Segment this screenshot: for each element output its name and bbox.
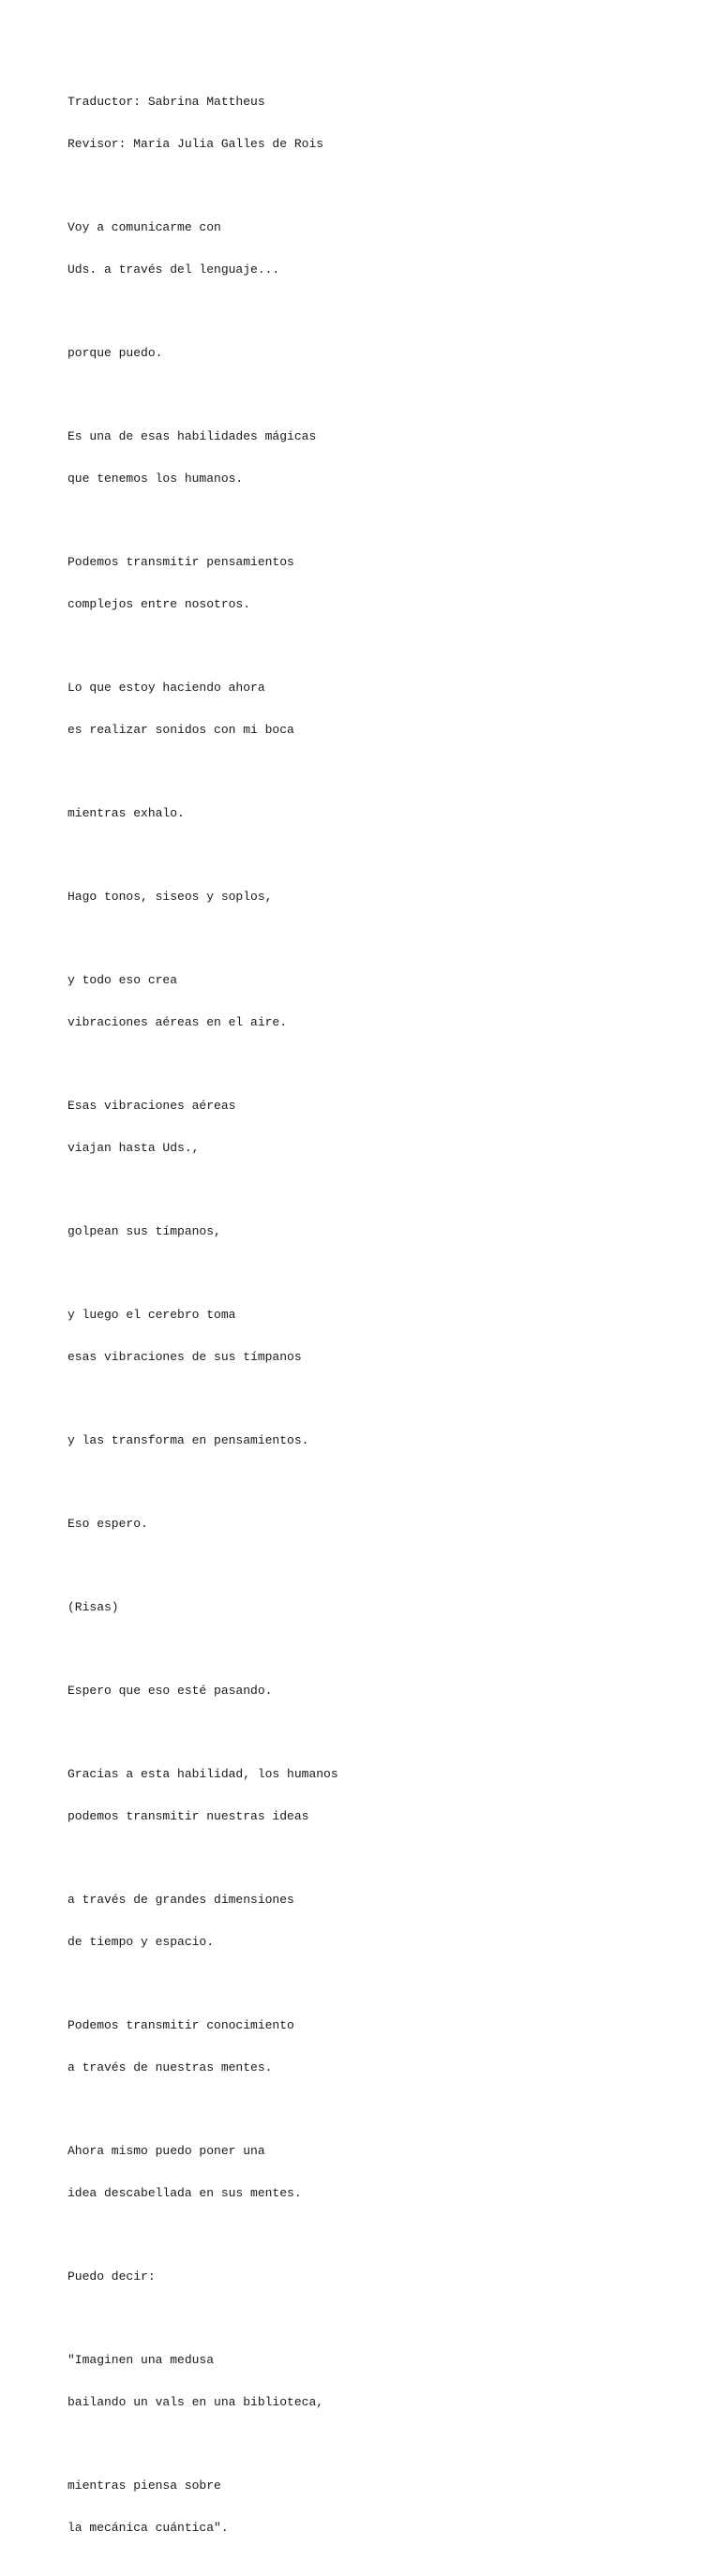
transcript-line: y las transforma en pensamientos. [68, 1433, 309, 1447]
transcript-line: vibraciones aéreas en el aire. [68, 1015, 288, 1029]
transcript-paragraph [68, 1572, 668, 1642]
transcript-line: Esas vibraciones aéreas [68, 1099, 236, 1113]
transcript-line: a través de nuestras mentes. [68, 2060, 273, 2074]
transcript-line: la mecánica cuántica". [68, 2521, 229, 2535]
transcript-paragraph [68, 1739, 668, 1851]
transcript-line: Uds. a través del lenguaje... [68, 262, 280, 277]
transcript-line: podemos transmitir nuestras ideas [68, 1809, 309, 1823]
transcript-line: esas vibraciones de sus tímpanos [68, 1350, 302, 1364]
transcript-paragraph [68, 945, 668, 1057]
transcript-line: "Imaginen una medusa [68, 2353, 215, 2367]
transcript-paragraph [68, 192, 668, 305]
transcript-line: mientras exhalo. [68, 806, 185, 820]
credits-paragraph [68, 67, 668, 179]
transcript-line: Ahora mismo puedo poner una [68, 2144, 265, 2158]
transcript-paragraph [68, 2241, 668, 2312]
transcript-paragraph [68, 652, 668, 765]
transcript-paragraph [68, 2325, 668, 2437]
transcript-paragraph [68, 2450, 668, 2563]
transcript-line: Hago tonos, siseos y soplos, [68, 890, 273, 904]
transcript-paragraph [68, 1990, 668, 2103]
transcript-line: es realizar sonidos con mi boca [68, 723, 294, 737]
transcript-line: y luego el cerebro toma [68, 1308, 236, 1322]
transcript-line: Lo que estoy haciendo ahora [68, 681, 265, 695]
transcript-line: de tiempo y espacio. [68, 1935, 215, 1949]
transcript-line: a través de grandes dimensiones [68, 1893, 294, 1907]
transcript-line: Puedo decir: [68, 2269, 156, 2284]
reviewer-line: Revisor: Maria Julia Galles de Rois [68, 137, 324, 151]
transcript-paragraph [68, 1489, 668, 1559]
translator-line: Traductor: Sabrina Mattheus [68, 95, 265, 109]
transcript-line: porque puedo. [68, 346, 163, 360]
transcript-line: Voy a comunicarme con [68, 220, 221, 234]
transcript-line: y todo eso crea [68, 973, 178, 987]
transcript-paragraph [68, 1405, 668, 1475]
transcript-paragraph [68, 861, 668, 932]
transcript-paragraph [68, 1071, 668, 1183]
transcript-line: Gracias a esta habilidad, los humanos [68, 1767, 338, 1781]
transcript-page [68, 67, 668, 2576]
transcript-paragraph [68, 318, 668, 388]
transcript-line: Podemos transmitir conocimiento [68, 2018, 294, 2032]
transcript-paragraph [68, 1196, 668, 1266]
transcript-line: idea descabellada en sus mentes. [68, 2186, 302, 2200]
transcript-line: Podemos transmitir pensamientos [68, 555, 294, 569]
transcript-paragraph [68, 527, 668, 639]
transcript-paragraph [68, 1655, 668, 1726]
transcript-paragraph [68, 1865, 668, 1977]
transcript-paragraph [68, 778, 668, 848]
audience-reaction-line: (Risas) [68, 1600, 119, 1614]
transcript-line: Espero que eso esté pasando. [68, 1684, 273, 1698]
transcript-line: Eso espero. [68, 1517, 148, 1531]
transcript-paragraph [68, 401, 668, 514]
transcript-line: bailando un vals en una biblioteca, [68, 2395, 324, 2409]
transcript-paragraph [68, 2116, 668, 2228]
transcript-line: Es una de esas habilidades mágicas [68, 429, 317, 443]
transcript-line: complejos entre nosotros. [68, 597, 251, 611]
transcript-paragraph [68, 1280, 668, 1392]
transcript-line: mientras piensa sobre [68, 2479, 221, 2493]
transcript-line: viajan hasta Uds., [68, 1141, 200, 1155]
transcript-line: que tenemos los humanos. [68, 472, 244, 486]
transcript-line: golpean sus tímpanos, [68, 1224, 221, 1238]
